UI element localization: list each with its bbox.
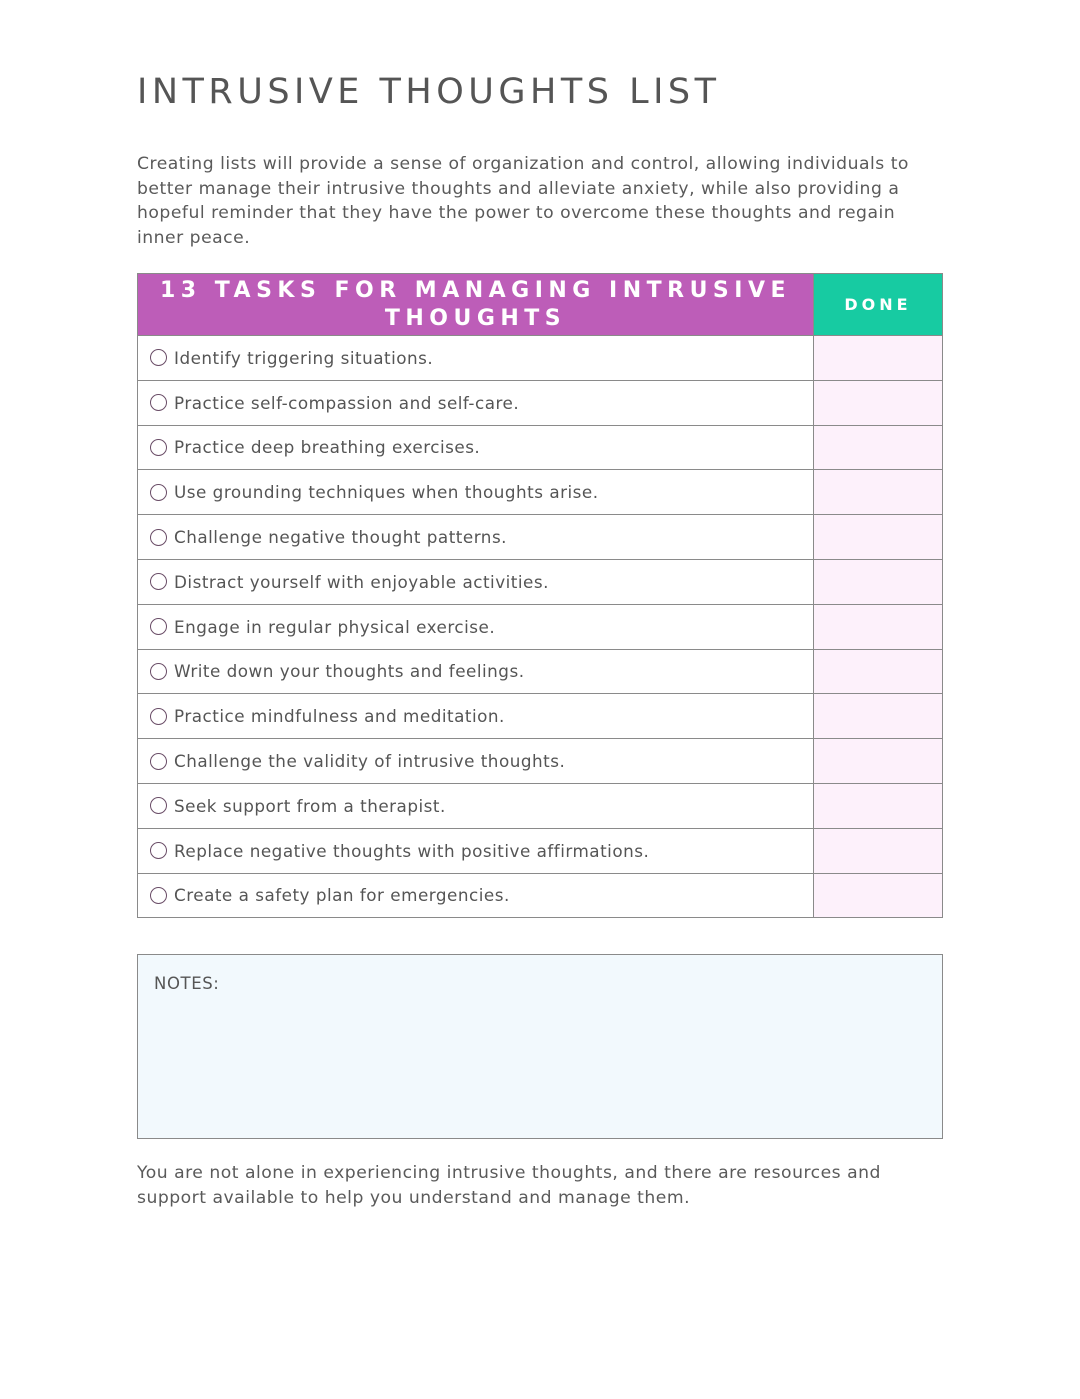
- task-checkbox-circle-icon[interactable]: [150, 663, 167, 680]
- tasks-table: [137, 273, 943, 918]
- task-checkbox-circle-icon[interactable]: [150, 349, 167, 366]
- table-row: [138, 649, 942, 694]
- task-checkbox-circle-icon[interactable]: [150, 708, 167, 725]
- done-cell[interactable]: [813, 426, 942, 470]
- table-row: [138, 873, 942, 918]
- task-cell: [138, 694, 813, 738]
- intro-paragraph: Creating lists will provide a sense of organization and control, allowing individuals to better manage their intrusive thoughts and alleviate anxiety, while also providing a hopeful reminder that they have the power to overcome these thoughts and regain inner peace.: [137, 154, 909, 248]
- done-cell[interactable]: [813, 381, 942, 425]
- task-label: Engage in regular physical exercise.: [174, 616, 496, 637]
- done-cell[interactable]: [813, 605, 942, 649]
- done-column-header: DONE: [813, 274, 942, 335]
- notes-box[interactable]: [137, 954, 943, 1139]
- tasks-column-header: 13 TASKS FOR MANAGING INTRUSIVE THOUGHTS: [138, 274, 813, 335]
- done-cell[interactable]: [813, 829, 942, 873]
- task-cell: [138, 426, 813, 470]
- done-cell[interactable]: [813, 560, 942, 604]
- table-row: [138, 693, 942, 738]
- task-checkbox-circle-icon[interactable]: [150, 887, 167, 904]
- task-cell: [138, 829, 813, 873]
- task-checkbox-circle-icon[interactable]: [150, 529, 167, 546]
- task-cell: [138, 515, 813, 559]
- done-cell[interactable]: [813, 650, 942, 694]
- task-checkbox-circle-icon[interactable]: [150, 753, 167, 770]
- table-row: [138, 559, 942, 604]
- task-label: Challenge the validity of intrusive thoughts.: [174, 751, 566, 772]
- task-cell: [138, 605, 813, 649]
- task-cell: [138, 650, 813, 694]
- task-cell: [138, 874, 813, 918]
- task-checkbox-circle-icon[interactable]: [150, 618, 167, 635]
- task-checkbox-circle-icon[interactable]: [150, 797, 167, 814]
- task-label: Identify triggering situations.: [174, 347, 434, 368]
- done-cell[interactable]: [813, 874, 942, 918]
- task-label: Challenge negative thought patterns.: [174, 527, 508, 548]
- table-row: [138, 828, 942, 873]
- task-cell: [138, 739, 813, 783]
- task-cell: [138, 470, 813, 514]
- task-label: Use grounding techniques when thoughts arise.: [174, 482, 599, 503]
- task-label: Practice self-compassion and self-care.: [174, 392, 520, 413]
- task-label: Practice mindfulness and meditation.: [174, 706, 505, 727]
- done-cell[interactable]: [813, 739, 942, 783]
- table-row: [138, 783, 942, 828]
- task-label: Practice deep breathing exercises.: [174, 437, 481, 458]
- done-cell[interactable]: [813, 515, 942, 559]
- table-row: [138, 425, 942, 470]
- task-checkbox-circle-icon[interactable]: [150, 394, 167, 411]
- task-checkbox-circle-icon[interactable]: [150, 439, 167, 456]
- task-label: Seek support from a therapist.: [174, 795, 446, 816]
- task-label: Replace negative thoughts with positive affirmations.: [174, 840, 650, 861]
- task-checkbox-circle-icon[interactable]: [150, 484, 167, 501]
- done-cell[interactable]: [813, 336, 942, 380]
- task-label: Distract yourself with enjoyable activities.: [174, 571, 549, 592]
- task-checkbox-circle-icon[interactable]: [150, 573, 167, 590]
- task-cell: [138, 560, 813, 604]
- footer-paragraph: You are not alone in experiencing intrusive thoughts, and there are resources and support available to help you understand and manage them.: [137, 1163, 881, 1208]
- table-row: [138, 738, 942, 783]
- task-cell: [138, 336, 813, 380]
- table-row: [138, 604, 942, 649]
- table-header: [138, 274, 942, 335]
- task-cell: [138, 381, 813, 425]
- done-cell[interactable]: [813, 470, 942, 514]
- table-row: [138, 335, 942, 380]
- task-label: Create a safety plan for emergencies.: [174, 885, 510, 906]
- done-cell[interactable]: [813, 694, 942, 738]
- page-title: INTRUSIVE THOUGHTS LIST: [137, 72, 721, 112]
- task-label: Write down your thoughts and feelings.: [174, 661, 525, 682]
- notes-label: NOTES:: [154, 974, 220, 993]
- task-checkbox-circle-icon[interactable]: [150, 842, 167, 859]
- table-row: [138, 380, 942, 425]
- done-cell[interactable]: [813, 784, 942, 828]
- table-row: [138, 469, 942, 514]
- task-cell: [138, 784, 813, 828]
- table-row: [138, 514, 942, 559]
